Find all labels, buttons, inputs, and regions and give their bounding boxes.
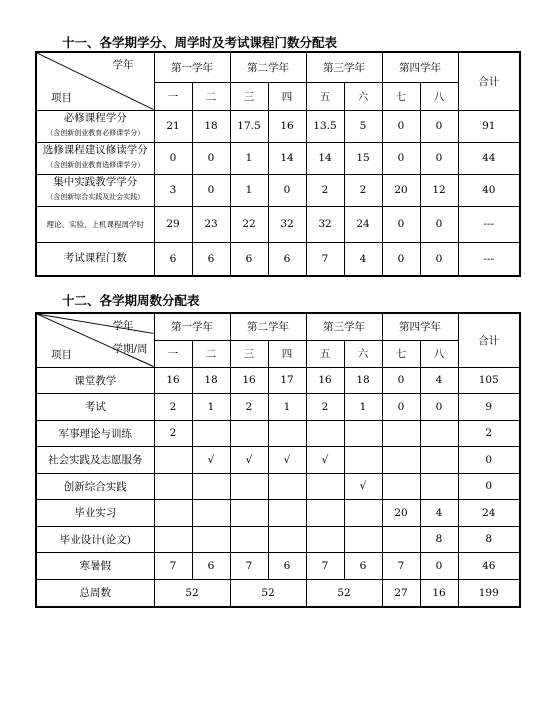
value-cell: 6 <box>192 242 230 276</box>
row-label-cell <box>36 142 154 174</box>
value-cell: 0 <box>382 242 420 276</box>
value-cell: 3 <box>154 174 192 206</box>
value-cell: 0 <box>268 174 306 206</box>
value-cell: √ <box>268 447 306 474</box>
value-cell <box>154 526 192 553</box>
value-cell <box>382 526 420 553</box>
value-cell: 18 <box>192 367 230 394</box>
total-cell: 9 <box>458 394 520 421</box>
row-label: 军事理论与训练 <box>36 420 154 447</box>
table2-corner-year: 学年 <box>112 320 134 332</box>
table1-year-header: 第二学年 <box>230 52 306 82</box>
value-cell: 2 <box>344 174 382 206</box>
value-cell <box>268 473 306 500</box>
value-cell: 0 <box>382 142 420 174</box>
value-cell: 7 <box>230 553 268 580</box>
table1-title: 十一、各学期学分、周学时及考试课程门数分配表 <box>62 35 338 50</box>
year-total-cell: 52 <box>306 579 382 607</box>
value-cell: 6 <box>268 242 306 276</box>
total-cell: --- <box>458 206 520 242</box>
value-cell: 1 <box>344 394 382 421</box>
row-label: 社会实践及志愿服务 <box>36 447 154 474</box>
table-row <box>36 394 520 421</box>
term-header: 八 <box>420 82 458 110</box>
value-cell: 15 <box>344 142 382 174</box>
total-cell: 91 <box>458 110 520 142</box>
value-cell: 13.5 <box>306 110 344 142</box>
value-cell: 7 <box>154 553 192 580</box>
table1-corner-year: 学年 <box>112 59 134 71</box>
term-header: 五 <box>306 82 344 110</box>
value-cell <box>192 526 230 553</box>
table-row <box>36 420 520 447</box>
row-label: 寒暑假 <box>36 553 154 580</box>
value-cell: 32 <box>268 206 306 242</box>
value-cell <box>420 473 458 500</box>
value-cell <box>192 420 230 447</box>
total-cell: 46 <box>458 553 520 580</box>
value-cell: 16 <box>306 367 344 394</box>
table2-year-header: 第四学年 <box>382 313 458 340</box>
total-cell: 0 <box>458 473 520 500</box>
table-row <box>36 447 520 474</box>
value-cell: 1 <box>230 174 268 206</box>
value-cell <box>230 420 268 447</box>
value-cell <box>382 447 420 474</box>
term-header: 一 <box>154 82 192 110</box>
total-cell: 105 <box>458 367 520 394</box>
row-label: 创新综合实践 <box>36 473 154 500</box>
value-cell <box>306 420 344 447</box>
value-cell: 20 <box>382 174 420 206</box>
value-cell: 7 <box>382 553 420 580</box>
value-cell: √ <box>344 473 382 500</box>
table-row <box>36 142 520 174</box>
value-cell <box>268 500 306 527</box>
table1-corner-item: 项目 <box>51 91 72 104</box>
value-cell <box>154 500 192 527</box>
term-header: 五 <box>306 340 344 367</box>
value-cell: 6 <box>268 553 306 580</box>
value-cell: 17.5 <box>230 110 268 142</box>
row-sublabel: （含创新综合实践及社会实践） <box>46 193 145 201</box>
table1-corner-header <box>36 52 154 110</box>
value-cell <box>268 526 306 553</box>
term-header: 八 <box>420 340 458 367</box>
value-cell: 1 <box>230 142 268 174</box>
table-row <box>36 553 520 580</box>
value-cell: 6 <box>192 553 230 580</box>
table2-corner-item: 项目 <box>51 348 72 361</box>
value-cell: 0 <box>420 110 458 142</box>
total-cell: 44 <box>458 142 520 174</box>
row-label: 选修课程建议修读学分 <box>42 144 148 156</box>
table-row <box>36 526 520 553</box>
value-cell: 27 <box>382 579 420 607</box>
value-cell <box>230 473 268 500</box>
value-cell: 18 <box>192 110 230 142</box>
row-label: 课堂教学 <box>36 367 154 394</box>
row-label: 必修课程学分 <box>63 112 127 124</box>
value-cell <box>230 526 268 553</box>
table-row <box>36 242 520 276</box>
value-cell: 14 <box>306 142 344 174</box>
value-cell <box>344 500 382 527</box>
term-header: 四 <box>268 82 306 110</box>
row-label: 毕业实习 <box>36 500 154 527</box>
total-cell: --- <box>458 242 520 276</box>
row-label-cell <box>36 174 154 206</box>
value-cell <box>154 447 192 474</box>
value-cell: 0 <box>420 242 458 276</box>
row-label: 考试课程门数 <box>63 252 127 265</box>
total-cell: 40 <box>458 174 520 206</box>
value-cell: 0 <box>382 206 420 242</box>
table2-year-header: 第二学年 <box>230 313 306 340</box>
table2-corner-header <box>36 313 154 367</box>
value-cell: 0 <box>192 174 230 206</box>
value-cell: 1 <box>268 394 306 421</box>
term-header: 七 <box>382 340 420 367</box>
value-cell: 4 <box>420 500 458 527</box>
row-label: 总周数 <box>36 579 154 607</box>
value-cell <box>268 420 306 447</box>
total-cell: 199 <box>458 579 520 607</box>
total-weeks-row <box>36 579 520 607</box>
value-cell: 2 <box>230 394 268 421</box>
value-cell: 29 <box>154 206 192 242</box>
year-total-cell: 52 <box>230 579 306 607</box>
value-cell: 1 <box>192 394 230 421</box>
week-distribution-table <box>35 312 521 608</box>
table-row <box>36 206 520 242</box>
value-cell <box>382 420 420 447</box>
value-cell <box>344 526 382 553</box>
table-row <box>36 473 520 500</box>
value-cell: 18 <box>344 367 382 394</box>
table2-year-header: 第三学年 <box>306 313 382 340</box>
term-header: 三 <box>230 82 268 110</box>
credit-distribution-table <box>35 51 521 277</box>
value-cell <box>306 473 344 500</box>
term-header: 六 <box>344 340 382 367</box>
value-cell: 17 <box>268 367 306 394</box>
term-header: 二 <box>192 82 230 110</box>
value-cell: 22 <box>230 206 268 242</box>
value-cell <box>344 420 382 447</box>
value-cell: 7 <box>306 553 344 580</box>
table-row <box>36 367 520 394</box>
row-label: 集中实践教学学分 <box>53 176 138 188</box>
row-sublabel: （含创新创业教育选修课学分） <box>46 161 145 169</box>
table2-title: 十二、各学期周数分配表 <box>62 293 200 308</box>
value-cell <box>192 473 230 500</box>
value-cell <box>154 473 192 500</box>
value-cell <box>382 473 420 500</box>
term-header: 六 <box>344 82 382 110</box>
value-cell: 20 <box>382 500 420 527</box>
value-cell: 2 <box>306 174 344 206</box>
table1-year-header: 第四学年 <box>382 52 458 82</box>
total-cell: 2 <box>458 420 520 447</box>
total-cell: 0 <box>458 447 520 474</box>
value-cell: 23 <box>192 206 230 242</box>
row-label-cell <box>36 242 154 276</box>
row-label-cell <box>36 206 154 242</box>
value-cell: 7 <box>306 242 344 276</box>
table2-corner-term: 学期/周 <box>112 343 148 355</box>
value-cell: 8 <box>420 526 458 553</box>
value-cell: 6 <box>230 242 268 276</box>
value-cell: 0 <box>382 394 420 421</box>
total-cell: 24 <box>458 500 520 527</box>
value-cell: 16 <box>230 367 268 394</box>
value-cell: 24 <box>344 206 382 242</box>
value-cell <box>420 420 458 447</box>
table1-year-header: 第一学年 <box>154 52 230 82</box>
value-cell: 5 <box>344 110 382 142</box>
value-cell: 0 <box>420 142 458 174</box>
row-label: 理论、实验、上机课程周学时 <box>46 219 144 229</box>
value-cell: 0 <box>420 206 458 242</box>
value-cell: 0 <box>382 367 420 394</box>
row-label-cell <box>36 110 154 142</box>
term-header: 二 <box>192 340 230 367</box>
value-cell: 4 <box>420 367 458 394</box>
table1-year-header: 第三学年 <box>306 52 382 82</box>
value-cell: 14 <box>268 142 306 174</box>
value-cell: 6 <box>154 242 192 276</box>
table-row <box>36 174 520 206</box>
term-header: 三 <box>230 340 268 367</box>
value-cell: 2 <box>154 394 192 421</box>
value-cell: 2 <box>154 420 192 447</box>
table-row <box>36 500 520 527</box>
value-cell: 0 <box>420 394 458 421</box>
term-header: 四 <box>268 340 306 367</box>
value-cell: 16 <box>420 579 458 607</box>
value-cell: 0 <box>154 142 192 174</box>
term-header: 七 <box>382 82 420 110</box>
value-cell: 12 <box>420 174 458 206</box>
value-cell <box>420 447 458 474</box>
value-cell <box>306 526 344 553</box>
value-cell: 0 <box>192 142 230 174</box>
table-row <box>36 110 520 142</box>
value-cell <box>306 500 344 527</box>
value-cell: 4 <box>344 242 382 276</box>
value-cell: 32 <box>306 206 344 242</box>
value-cell: 0 <box>382 110 420 142</box>
value-cell: 0 <box>420 553 458 580</box>
table1-total-header: 合计 <box>458 52 520 110</box>
value-cell: √ <box>306 447 344 474</box>
term-header: 一 <box>154 340 192 367</box>
value-cell: 16 <box>268 110 306 142</box>
value-cell <box>344 447 382 474</box>
value-cell: 2 <box>306 394 344 421</box>
table2-year-header: 第一学年 <box>154 313 230 340</box>
value-cell: 6 <box>344 553 382 580</box>
value-cell: √ <box>230 447 268 474</box>
total-cell: 8 <box>458 526 520 553</box>
value-cell: 21 <box>154 110 192 142</box>
value-cell: 16 <box>154 367 192 394</box>
value-cell: √ <box>192 447 230 474</box>
row-label: 考试 <box>36 394 154 421</box>
year-total-cell: 52 <box>154 579 230 607</box>
row-sublabel: （含创新创业教育必修课学分） <box>46 129 145 137</box>
value-cell <box>192 500 230 527</box>
value-cell <box>230 500 268 527</box>
row-label: 毕业设计(论文) <box>36 526 154 553</box>
table2-total-header: 合计 <box>458 313 520 367</box>
